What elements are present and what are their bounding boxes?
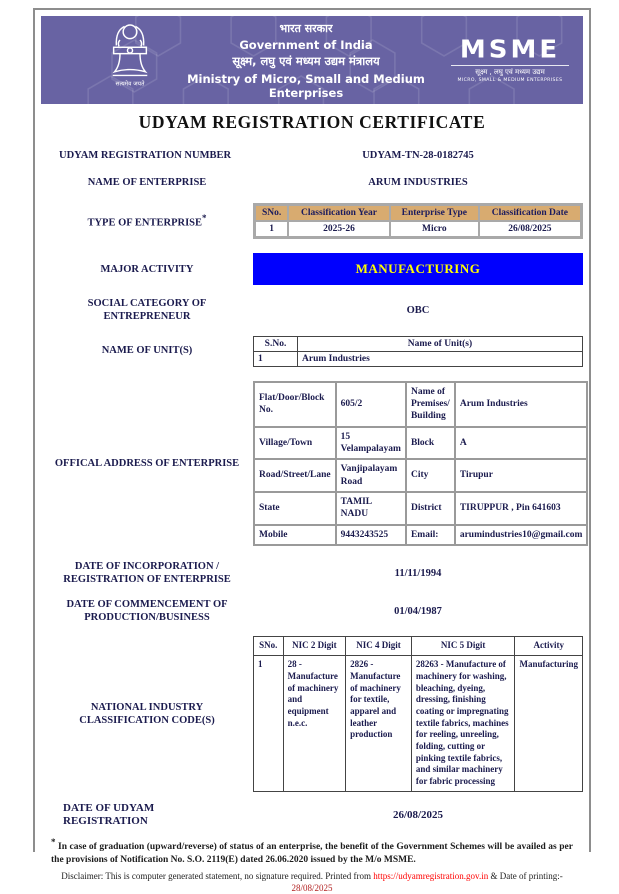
col-nic4: NIC 4 Digit (346, 637, 412, 656)
addr-value-mobile: 9443243525 (336, 525, 406, 545)
certificate-title: UDYAM REGISTRATION CERTIFICATE (138, 112, 486, 132)
cell-enterprise-type: Micro (390, 221, 479, 238)
social-category-label: SOCIAL CATEGORY OF ENTREPRENEUR (87, 298, 207, 323)
col-enterprise-type: Enterprise Type (390, 205, 479, 222)
certificate-frame (33, 8, 591, 894)
addr-label-village: Village/Town (254, 427, 336, 460)
disclaimer-prefix: Disclaimer: This is computer generated statement, no signature required. Printed from (61, 870, 374, 881)
urn-row (41, 149, 583, 162)
disclaimer-suffix: & Date of printing:- (488, 870, 563, 881)
table-header-row (254, 336, 583, 351)
addr-value-email: arumindustries10@gmail.com (455, 525, 588, 545)
cell-nic2: 28 - Manufacture of machinery and equipment n.e.c. (283, 656, 345, 792)
social-category-value: OBC (406, 304, 430, 316)
addr-label-premises: Name of Premises/ Building (406, 382, 455, 427)
commencement-date-value: 01/04/1987 (394, 605, 442, 617)
cell-classification-year: 2025-26 (288, 221, 390, 238)
table-header-row (254, 637, 583, 656)
national-emblem-icon (99, 20, 161, 100)
address-table (253, 381, 588, 546)
addr-value-premises: Arum Industries (455, 382, 588, 427)
type-asterisk: * (202, 212, 207, 223)
cell-activity: Manufacturing (515, 656, 583, 792)
addr-value-block: A (455, 427, 588, 460)
cell-sno: 1 (255, 221, 289, 238)
address-label: OFFICAL ADDRESS OF ENTERPRISE (54, 457, 240, 469)
cell-classification-date: 26/08/2025 (479, 221, 582, 238)
footnote-asterisk: * (51, 837, 56, 848)
addr-label-mobile: Mobile (254, 525, 336, 545)
addr-label-district: District (406, 492, 455, 525)
incorporation-date-value: 11/11/1994 (394, 567, 442, 579)
col-nic2: NIC 2 Digit (283, 637, 345, 656)
major-activity-value: MANUFACTURING (253, 253, 583, 285)
addr-label-city: City (406, 459, 455, 492)
udyam-registration-link[interactable]: https://udyamregistration.gov.in (373, 870, 489, 881)
footnote-text: In case of graduation (upward/reverse) of status of an enterprise, the benefit of the Government Schemes will be availed as per the provisions of Notification No. S.O. 2119(E) dated 26.06.2020 issued by the M/o MSME. (51, 842, 573, 866)
cell-unit-name: Arum Industries (298, 351, 583, 366)
addr-value-city: Tirupur (455, 459, 588, 492)
cell-nic5: 28263 - Manufacture of machinery for washing, bleaching, dyeing, dressing, finishing coating or impregnating textile fabrics, machines for reeling, unreeling, folding, cutting or pinking textile fabrics, and similar machinery for fabric processing (411, 656, 515, 792)
enterprise-type-table (253, 203, 583, 239)
table-row (254, 459, 587, 492)
enterprise-type-row (41, 203, 583, 239)
col-sno: SNo. (254, 637, 284, 656)
urn-label: UDYAM REGISTRATION NUMBER (59, 150, 232, 161)
msme-logo-hindi: सूक्ष्म , लघु एवं मध्यम उद्यम (451, 65, 569, 77)
ministry-english: Ministry of Micro, Small and Medium Enterprises (187, 71, 425, 100)
addr-value-flat: 605/2 (336, 382, 406, 427)
enterprise-name-row (41, 176, 583, 189)
address-row (41, 381, 583, 546)
udyam-date-value: 26/08/2025 (392, 809, 444, 822)
ministry-hindi: सूक्ष्म, लघु एवं मध्यम उद्यम मंत्रालय (232, 53, 380, 68)
units-label: NAME OF UNIT(S) (101, 345, 193, 357)
col-sno: SNo. (255, 205, 289, 222)
major-activity-label: MAJOR ACTIVITY (100, 263, 194, 275)
msme-logo (451, 35, 569, 83)
col-unit-name: Name of Unit(s) (298, 336, 583, 351)
addr-label-state: State (254, 492, 336, 525)
commencement-date-label: DATE OF COMMENCEMENT OF PRODUCTION/BUSINESS (66, 599, 228, 624)
addr-label-road: Road/Street/Lane (254, 459, 336, 492)
enterprise-name-label: NAME OF ENTERPRISE (87, 177, 207, 189)
govt-of-india: Government of India (239, 37, 373, 52)
units-row (41, 336, 583, 367)
urn-value: UDYAM-TN-28-0182745 (362, 150, 474, 162)
col-activity: Activity (515, 637, 583, 656)
svg-text:सत्यमेव जयते: सत्यमेव जयते (115, 81, 145, 88)
table-row (254, 351, 583, 366)
cell-sno: 1 (254, 351, 298, 366)
commencement-date-row (41, 598, 583, 624)
udyam-date-label: DATE OF UDYAM REGISTRATION (63, 801, 155, 828)
disclaimer (41, 870, 583, 894)
col-nic5: NIC 5 Digit (411, 637, 515, 656)
cell-nic4: 2826 - Manufacture of machinery for textile, apparel and leather production (346, 656, 412, 792)
table-row (255, 221, 582, 238)
units-table (253, 336, 583, 367)
addr-label-email: Email: (406, 525, 455, 545)
col-classification-year: Classification Year (288, 205, 390, 222)
addr-label-block: Block (406, 427, 455, 460)
table-row (254, 492, 587, 525)
cell-sno: 1 (254, 656, 284, 792)
addr-value-road: Vanjipalayam Road (336, 459, 406, 492)
header-banner (41, 16, 583, 104)
major-activity-row (41, 253, 583, 285)
enterprise-type-label-text: TYPE OF ENTERPRISE (87, 217, 203, 229)
addr-value-state: TAMIL NADU (336, 492, 406, 525)
table-row (254, 656, 583, 792)
udyam-date-row (41, 802, 583, 830)
table-row (254, 427, 587, 460)
msme-logo-english: MICRO, SMALL & MEDIUM ENTERPRISES (457, 77, 563, 83)
msme-logo-word: MSME (459, 35, 561, 64)
incorporation-date-label: DATE OF INCORPORATION / REGISTRATION OF ENTERPRISE (63, 560, 231, 586)
incorporation-date-row (41, 560, 583, 586)
nic-label: NATIONAL INDUSTRY CLASSIFICATION CODE(S) (79, 701, 215, 727)
printing-date: 28/08/2025 (291, 883, 333, 894)
enterprise-name-value: ARUM INDUSTRIES (368, 177, 468, 189)
addr-value-village: 15 Velampalayam (336, 427, 406, 460)
ministry-heading (161, 21, 451, 100)
govt-of-india-hindi: भारत सरकार (279, 21, 333, 35)
nic-table (253, 636, 583, 791)
nic-row (41, 636, 583, 791)
col-classification-date: Classification Date (479, 205, 582, 222)
social-category-row (41, 297, 583, 323)
table-header-row (255, 205, 582, 222)
addr-label-flat: Flat/Door/Block No. (254, 382, 336, 427)
table-row (254, 382, 587, 427)
enterprise-type-label (41, 213, 253, 230)
table-row (254, 525, 587, 545)
col-sno: S.No. (254, 336, 298, 351)
addr-value-district: TIRUPPUR , Pin 641603 (455, 492, 588, 525)
